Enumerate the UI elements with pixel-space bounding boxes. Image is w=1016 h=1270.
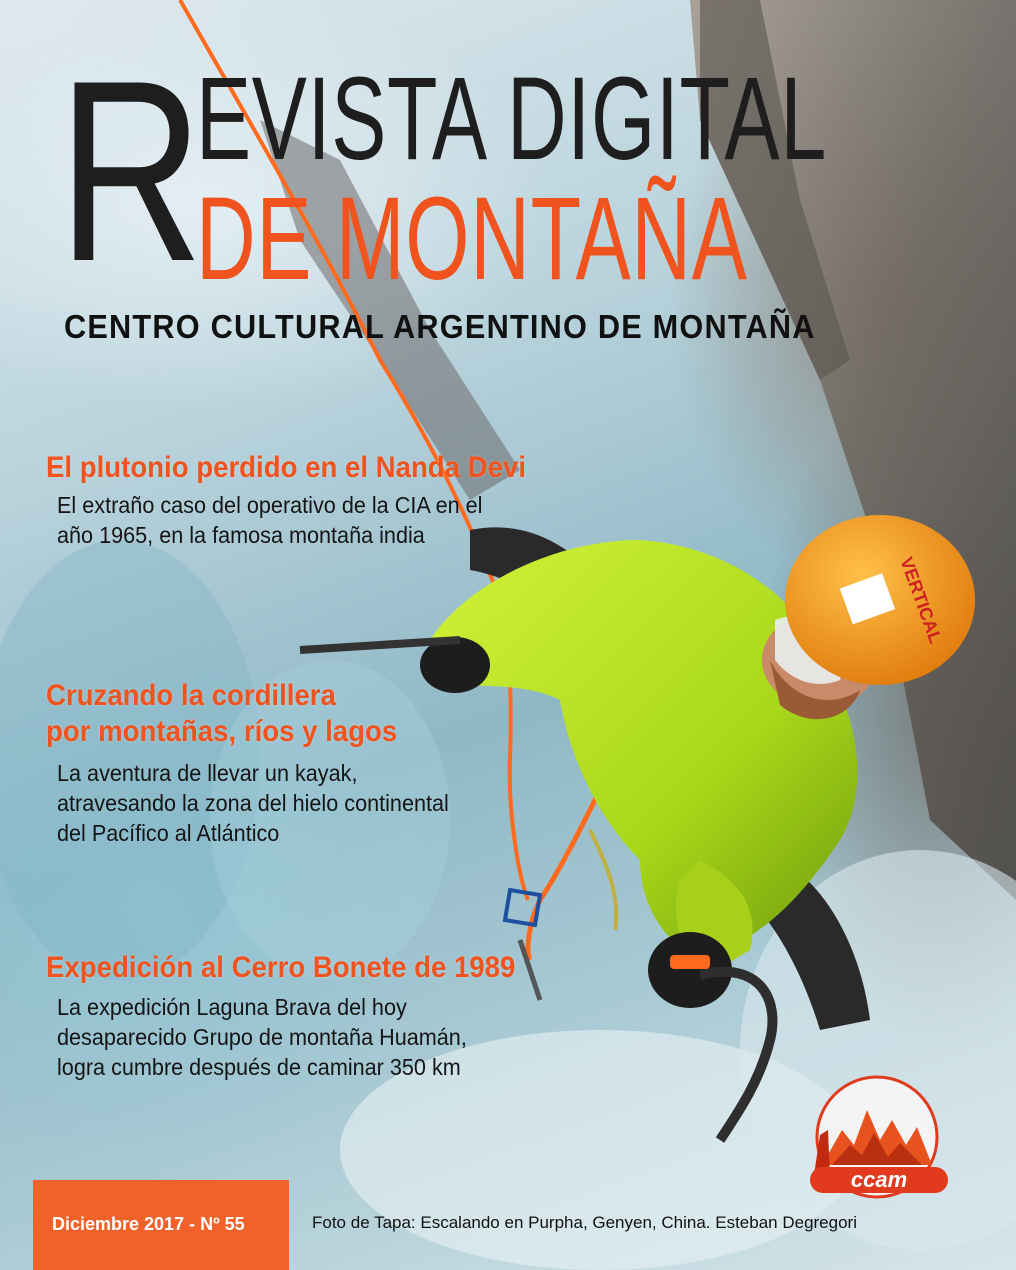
logo-text: ccam <box>850 1167 908 1192</box>
article-2-description: La aventura de llevar un kayak, atravesando la zona del hielo continental del Pacífico al Atlántico <box>57 760 449 846</box>
publisher-name: CENTRO CULTURAL ARGENTINO DE MONTAÑA <box>64 308 816 345</box>
ccam-logo-icon <box>802 1075 952 1200</box>
issue-number: Diciembre 2017 - Nº 55 <box>52 1214 245 1234</box>
article-2-headline[interactable]: Cruzando la cordillera por montañas, ríos y lagos <box>46 679 398 748</box>
article-3-headline[interactable]: Expedición al Cerro Bonete de 1989 <box>46 951 516 984</box>
article-1-headline[interactable]: El plutonio perdido en el Nanda Devi <box>46 451 526 484</box>
article-3-description: La expedición Laguna Brava del hoy desaparecido Grupo de montaña Huamán, logra cumbre después de caminar 350 km <box>57 994 467 1080</box>
masthead-initial: R <box>58 26 201 315</box>
article-1-description: El extraño caso del operativo de la CIA en el año 1965, en la famosa montaña india <box>57 492 483 548</box>
masthead-title-line2: DE MONTAÑA <box>196 173 748 305</box>
helmet-brand: VERTICAL <box>896 554 946 646</box>
photo-credit: Foto de Tapa: Escalando en Purpha, Genyen, China. Esteban Degregori <box>312 1213 857 1232</box>
masthead-title-line1: EVISTA DIGITAL <box>196 53 827 185</box>
